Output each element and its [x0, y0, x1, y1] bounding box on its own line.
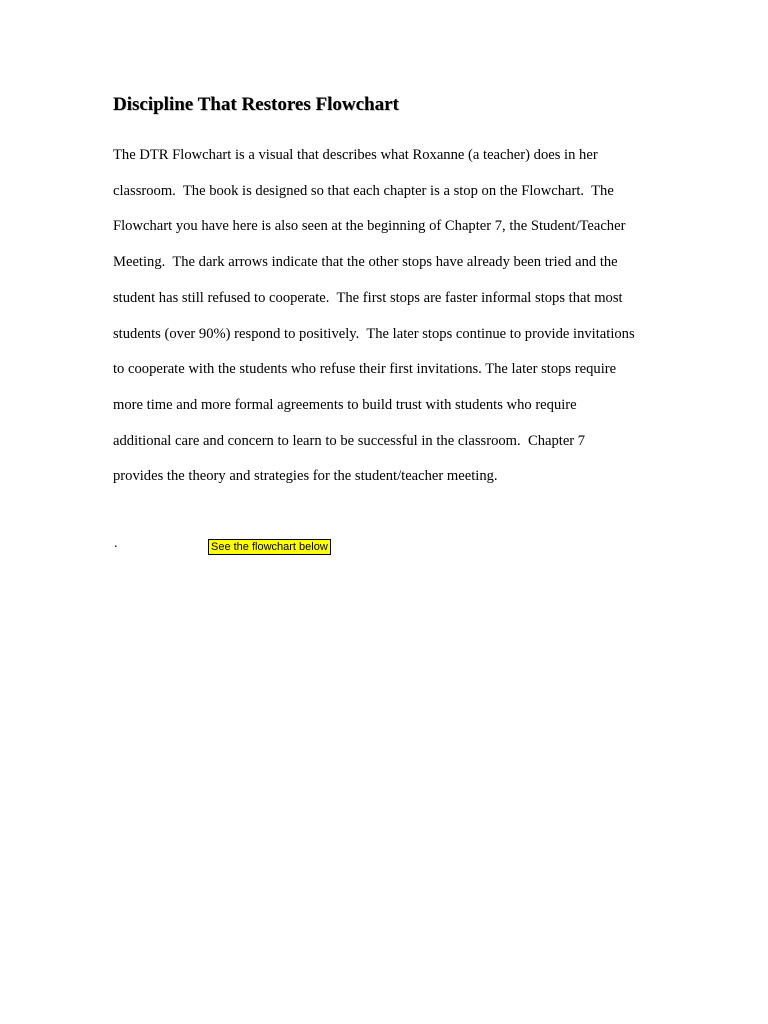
intro-paragraph	[113, 138, 673, 495]
paragraph-line-4: Meeting. The dark arrows indicate that the other stops have already been tried and the	[113, 254, 618, 271]
document-title: Discipline That Restores Flowchart	[113, 94, 399, 115]
paragraph-line-1: The DTR Flowchart is a visual that describes what Roxanne (a teacher) does in her	[113, 147, 598, 163]
paragraph-line-6: students (over 90%) respond to positively. The later stops continue to provide invitations	[113, 325, 635, 342]
paragraph-line-2: classroom. The book is designed so that each chapter is a stop on the Flowchart. The	[113, 182, 614, 199]
paragraph-line-7: to cooperate with the students who refuse their first invitations. The later stops require	[113, 361, 617, 378]
paragraph-line-9: additional care and concern to learn to be successful in the classroom. Chapter 7	[113, 432, 586, 449]
flowchart-note-box: See the flowchart below	[208, 539, 331, 555]
paragraph-line-3: Flowchart you have here is also seen at the beginning of Chapter 7, the Student/Teacher	[113, 218, 626, 235]
bullet-dot: .	[114, 536, 118, 551]
paragraph-line-8: more time and more formal agreements to build trust with students who require	[113, 396, 577, 413]
paragraph-line-5: student has still refused to cooperate. The first stops are faster informal stops that most	[113, 289, 623, 306]
paragraph-line-10: provides the theory and strategies for the student/teacher meeting.	[113, 468, 498, 485]
